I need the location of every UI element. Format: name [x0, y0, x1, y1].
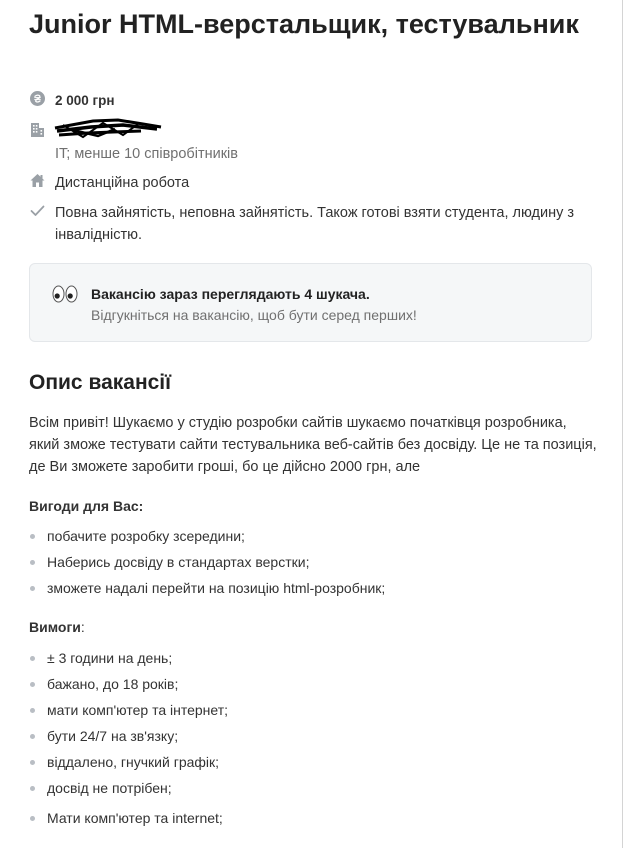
hryvnia-coin-icon — [29, 90, 46, 107]
job-title: Junior HTML-верстальщик, тестувальник — [29, 9, 579, 39]
list-item: мати комп'ютер та інтернет; — [29, 700, 228, 720]
work-mode-row — [29, 172, 189, 194]
benefits-heading-colon: : — [138, 498, 144, 514]
eyes-emoji-icon — [52, 285, 78, 303]
requirements-heading-colon: : — [80, 619, 85, 635]
list-item: віддалено, гнучкий графік; — [29, 752, 228, 772]
list-item: бажано, до 18 років; — [29, 674, 228, 694]
list-item: бути 24/7 на зв'язку; — [29, 726, 228, 746]
salary-row — [29, 90, 115, 112]
list-item: ± 3 години на день; — [29, 648, 228, 668]
description-intro: Всім привіт! Шукаємо у студію розробки сайтів шукаємо початківця розробника, який зможе тестувати сайти тестувальника веб-сайтів без досвіду. Це не та позиція, де Ви зможете заробити гроші, бо це дійсно 2000 грн, але — [29, 415, 597, 475]
house-icon — [29, 172, 46, 189]
requirements-list — [29, 648, 228, 828]
benefits-list — [29, 526, 385, 598]
work-mode-text: Дистанційна робота — [55, 175, 190, 191]
requirements-heading-text: Вимоги — [29, 619, 81, 635]
employment-text: Повна зайнятість, неповна зайнятість. Також готові взяти студента, людину з інвалідністю. — [55, 205, 575, 243]
notice-subtitle: Відгукніться на вакансію, щоб бути серед перших! — [91, 307, 417, 323]
employment-row — [29, 202, 599, 246]
list-item: Мати комп'ютер та internet; — [29, 808, 228, 828]
salary-value: 2 000 грн — [55, 93, 115, 108]
company-row — [29, 121, 55, 138]
viewers-notice — [29, 263, 592, 342]
benefits-heading — [29, 496, 143, 516]
redaction-scribble — [53, 115, 165, 141]
checkmark-icon — [29, 202, 46, 219]
notice-title: Вакансію зараз переглядають 4 шукача. — [91, 286, 370, 302]
building-icon — [29, 121, 46, 138]
list-item: зможете надалі перейти на позицію html-розробник; — [29, 578, 385, 598]
list-item: Наберись досвіду в стандартах верстки; — [29, 552, 385, 572]
list-item: побачите розробку зсередини; — [29, 526, 385, 546]
requirements-heading — [29, 617, 85, 637]
benefits-heading-text: Вигоди для Вас — [29, 498, 139, 514]
company-details: IT; менше 10 співробітників — [55, 146, 238, 162]
page-border — [622, 0, 623, 848]
description-heading: Опис вакансії — [29, 371, 172, 394]
list-item: досвід не потрібен; — [29, 778, 228, 798]
